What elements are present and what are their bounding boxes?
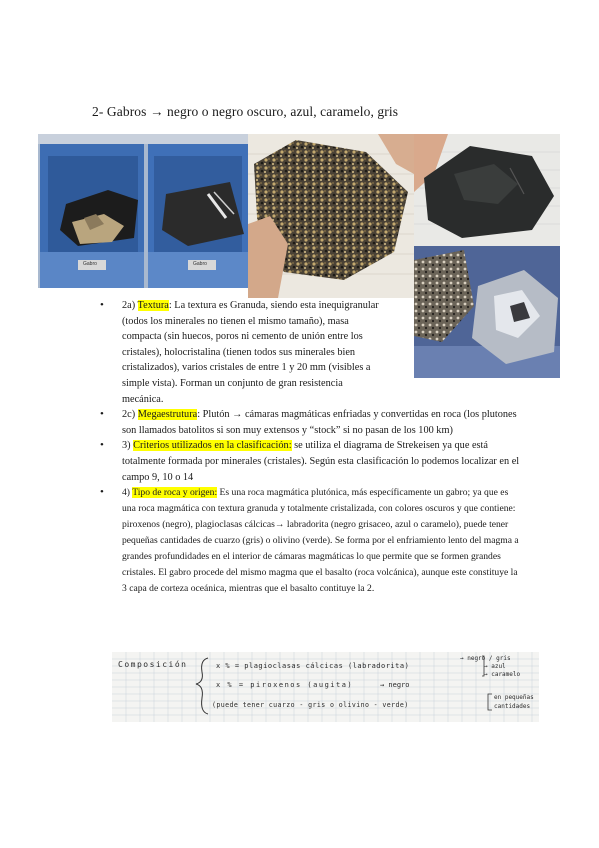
note-arrow-1c: → caramelo xyxy=(484,671,521,678)
photo-gabbro-dark xyxy=(414,134,560,246)
list-item-number: 2c) xyxy=(122,409,138,421)
highlight-label: Textura xyxy=(137,300,169,311)
list-item-textura xyxy=(100,298,380,407)
note-line-2: x % = piroxenos (augita) xyxy=(216,681,354,689)
note-label: Composición xyxy=(118,660,188,669)
list-item-text: : La textura es Granuda, siendo esta inequigranular (todos los minerales no tienen el mismo tamaño), masa compacta (sin huecos, poros ni cemento de unión entre los cristales), holocristalina (tienen todos sus minerales bien cristalizados), varios cristales de entre 1 y 20 mm (visibles a simple vista). Forman un conjunto de gran resistencia mecánica. xyxy=(122,300,379,405)
note-arrow-2: → negro xyxy=(380,681,410,689)
list-item-number: 4) xyxy=(122,487,133,499)
section-heading: 2- Gabros → negro o negro oscuro, azul, caramelo, gris xyxy=(92,104,399,119)
list-item-megaestrutura xyxy=(100,407,520,438)
photo-gabbro-dark-image xyxy=(414,134,560,246)
photo-gabbro-crates xyxy=(38,134,248,288)
note-arrow-1: → negro / gris xyxy=(460,655,511,662)
note-arrow-3a: en pequeñas xyxy=(494,694,534,701)
photo-gabbro-hand-image xyxy=(248,134,414,298)
photo-gabbro-crates-image xyxy=(38,134,248,288)
note-arrow-3b: cantidades xyxy=(494,703,531,710)
list-item-text: : Plutón → cámaras magmáticas enfriadas y convertidas en roca (los plutones son llamados batolitos si son muy extensos y “stock” si no pasan de los 100 km) xyxy=(122,409,517,436)
list-item-text: se utiliza el diagrama de Strekeisen ya que está totalmente formada por minerales (cristales). Según esta clasificación lo podemos localizar en el campo 9, 10 o 14 xyxy=(122,440,520,483)
note-line-1: x % = plagioclasas cálcicas (labradorita) xyxy=(216,662,410,670)
crate-label-right: Gabro xyxy=(193,261,207,267)
handwritten-composition-note xyxy=(112,652,539,722)
note-line-3: (puede tener cuarzo - gris o olivino - verde) xyxy=(212,701,409,709)
list-item-number: 3) xyxy=(122,440,134,452)
list-item-criterios xyxy=(100,438,520,485)
list-item-number: 2a) xyxy=(122,300,138,311)
highlight-label: Criterios utilizados en la clasificación: xyxy=(133,440,292,452)
bullet-list xyxy=(100,298,520,596)
note-arrow-1b: → azul xyxy=(484,663,506,670)
photo-gabbro-hand xyxy=(248,134,414,298)
list-item-tipo-origen xyxy=(100,485,520,596)
crate-label-left: Gabro xyxy=(83,261,97,267)
highlight-label: Megaestrutura xyxy=(137,409,198,421)
highlight-label: Tipo de roca y origen: xyxy=(132,487,218,499)
list-item-text: Es una roca magmática plutónica, más específicamente un gabro; ya que es una roca magmática con textura granuda y totalmente cristalizada, con colores oscuros y que contiene: piroxenos (negro), plagioclasas cálcicas→ labradorita (negro grisaceo, azul o caramelo), puede tener pequeñas cantidades de cuarzo (gris) o olivino (verde). Se forma por el enfriamiento lento del magma a grandes profundidades en el interior de cámaras magmáticas lo que permite que se formen grandes cristales. El gabro procede del mismo magma que el basalto (roca volcánica), aunque este constituye la 3 capa de corteza oceánica, mientras que el basalto contituye la 2. xyxy=(122,487,519,594)
